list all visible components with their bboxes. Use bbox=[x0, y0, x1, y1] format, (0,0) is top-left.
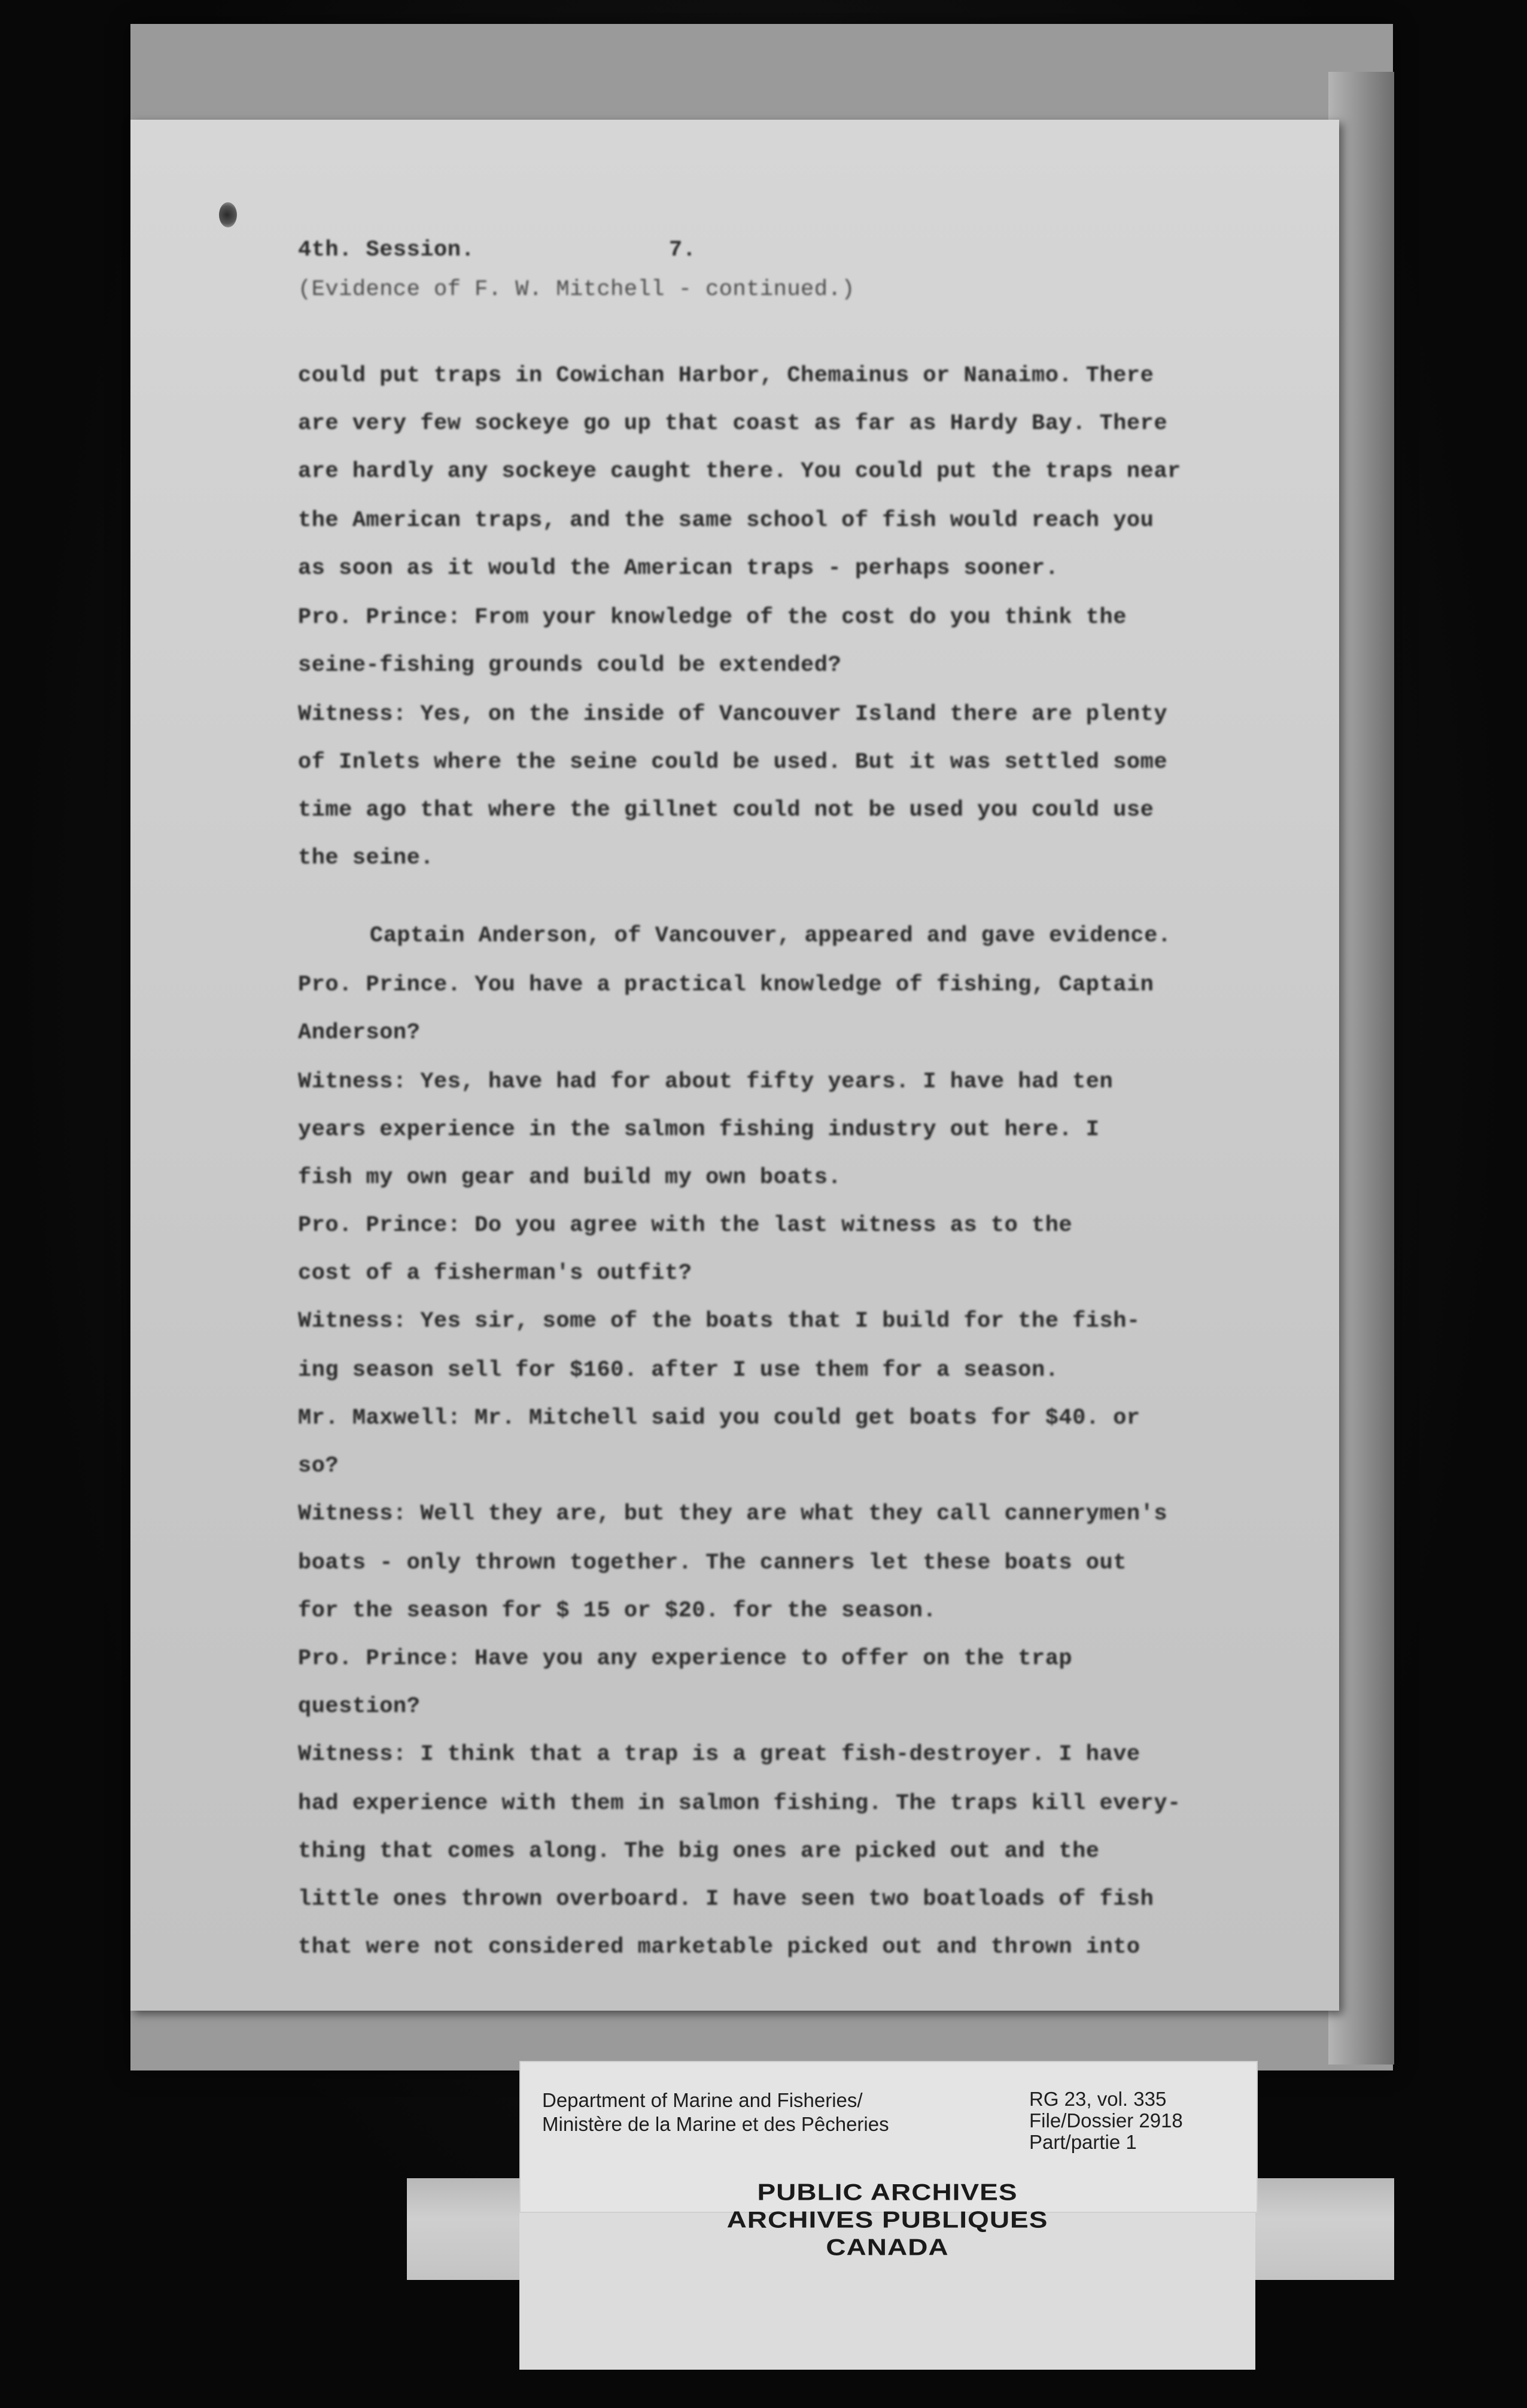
text-line: of Inlets where the seine could be used. But it was settled some bbox=[298, 750, 1168, 775]
part-number: Part/partie 1 bbox=[1029, 2131, 1137, 2153]
text-line: thing that comes along. The big ones are picked out and the bbox=[298, 1839, 1100, 1864]
text-line: Pro. Prince: Do you agree with the last witness as to the bbox=[298, 1213, 1073, 1238]
text-line: years experience in the salmon fishing industry out here. I bbox=[298, 1117, 1100, 1142]
text-line: Captain Anderson, of Vancouver, appeared and gave evidence. bbox=[370, 923, 1172, 948]
page-number: 7. bbox=[669, 238, 696, 263]
text-line: little ones thrown overboard. I have seen two boatloads of fish bbox=[298, 1887, 1154, 1912]
text-line: that were not considered marketable picked out and thrown into bbox=[298, 1935, 1140, 1960]
text-line: so? bbox=[298, 1454, 339, 1479]
text-line: boats - only thrown together. The canners let these boats out bbox=[298, 1550, 1127, 1576]
department-english: Department of Marine and Fisheries/ bbox=[542, 2089, 863, 2111]
text-line: are very few sockeye go up that coast as far as Hardy Bay. There bbox=[298, 411, 1168, 436]
punch-hole bbox=[219, 202, 237, 227]
text-line: seine-fishing grounds could be extended? bbox=[298, 653, 842, 678]
text-line: Witness: Yes sir, some of the boats that I build for the fish- bbox=[298, 1309, 1140, 1334]
file-number: File/Dossier 2918 bbox=[1029, 2109, 1183, 2132]
text-line: Anderson? bbox=[298, 1020, 421, 1045]
stamp-line-french: ARCHIVES PUBLIQUES bbox=[726, 2206, 1048, 2233]
department-block bbox=[542, 2088, 889, 2136]
reference-block bbox=[1029, 2088, 1183, 2153]
text-line: had experience with them in salmon fishing. The traps kill every- bbox=[298, 1791, 1181, 1816]
text-line: Witness: Yes, on the inside of Vancouver Island there are plenty bbox=[298, 702, 1168, 727]
text-line: cost of a fisherman's outfit? bbox=[298, 1261, 692, 1286]
session-label: 4th. Session. bbox=[298, 238, 475, 263]
text-line: are hardly any sockeye caught there. You could put the traps near bbox=[298, 459, 1181, 484]
text-line: Pro. Prince: From your knowledge of the cost do you think the bbox=[298, 605, 1127, 630]
text-line: could put traps in Cowichan Harbor, Chemainus or Nanaimo. There bbox=[298, 363, 1154, 388]
text-line: question? bbox=[298, 1694, 421, 1719]
stamp-line-english: PUBLIC ARCHIVES bbox=[757, 2178, 1018, 2206]
evidence-subtitle: (Evidence of F. W. Mitchell - continued.) bbox=[298, 277, 855, 302]
typed-page bbox=[130, 120, 1339, 2011]
text-line: Pro. Prince. You have a practical knowledge of fishing, Captain bbox=[298, 972, 1154, 998]
text-line: ing season sell for $160. after I use them for a season. bbox=[298, 1358, 1059, 1383]
text-line: time ago that where the gillnet could not be used you could use bbox=[298, 798, 1154, 823]
text-line: Witness: Yes, have had for about fifty years. I have had ten bbox=[298, 1069, 1114, 1094]
text-line: Pro. Prince: Have you any experience to offer on the trap bbox=[298, 1646, 1073, 1671]
text-line: as soon as it would the American traps - perhaps sooner. bbox=[298, 556, 1059, 581]
text-line: Witness: I think that a trap is a great fish-destroyer. I have bbox=[298, 1742, 1140, 1767]
text-line: the seine. bbox=[298, 846, 434, 871]
text-line: the American traps, and the same school of fish would reach you bbox=[298, 508, 1154, 533]
text-line: Mr. Maxwell: Mr. Mitchell said you could get boats for $40. or bbox=[298, 1406, 1140, 1431]
record-group: RG 23, vol. 335 bbox=[1029, 2088, 1167, 2110]
stamp-line-country: CANADA bbox=[826, 2233, 949, 2261]
department-french: Ministère de la Marine et des Pêcheries bbox=[542, 2113, 889, 2135]
text-line: for the season for $ 15 or $20. for the season. bbox=[298, 1598, 937, 1623]
text-line: fish my own gear and build my own boats. bbox=[298, 1165, 842, 1190]
text-line: Witness: Well they are, but they are what they call cannerymen's bbox=[298, 1501, 1168, 1527]
archive-stamp bbox=[519, 2178, 1255, 2261]
